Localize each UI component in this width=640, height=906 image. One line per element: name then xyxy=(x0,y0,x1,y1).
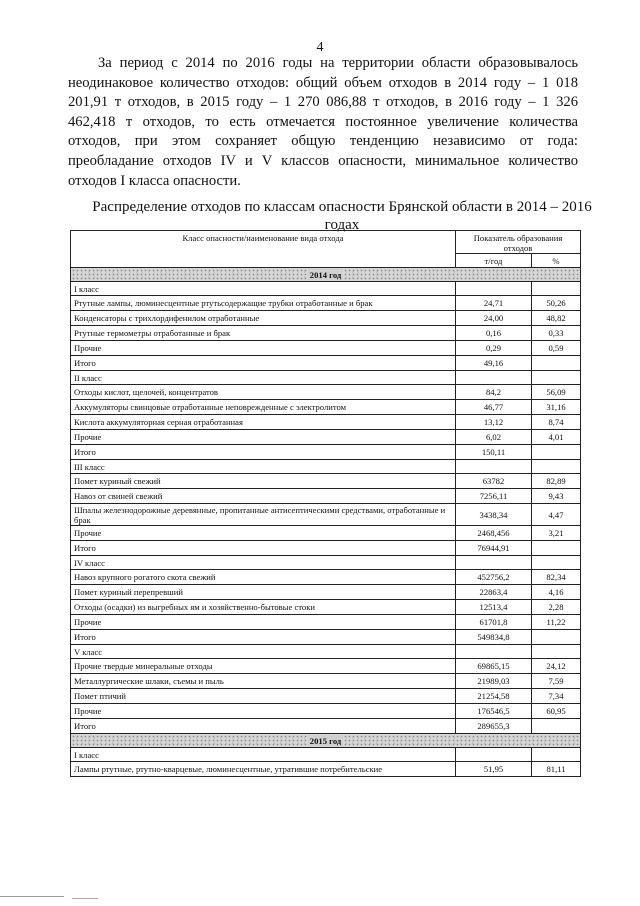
waste-name: Итого xyxy=(71,356,456,371)
waste-tons: 0,29 xyxy=(456,341,532,356)
table-row xyxy=(71,689,581,704)
table-body xyxy=(71,268,581,777)
waste-percent xyxy=(532,719,581,734)
waste-percent: 7,59 xyxy=(532,674,581,689)
table-row xyxy=(71,311,581,326)
waste-percent: 11,22 xyxy=(532,615,581,630)
year-label: 2015 год xyxy=(309,735,342,746)
section-empty-tons xyxy=(456,371,532,385)
waste-name: Ртутные термометры отработанные и брак xyxy=(71,326,456,341)
waste-percent: 0,59 xyxy=(532,341,581,356)
table-row xyxy=(71,719,581,734)
table-row xyxy=(71,600,581,615)
header-unit-tons: т/год xyxy=(456,254,532,268)
waste-percent: 81,11 xyxy=(532,762,581,777)
waste-tons: 76944,91 xyxy=(456,541,532,556)
waste-name: Прочие xyxy=(71,341,456,356)
section-label: I класс xyxy=(71,748,456,762)
section-label: IV класс xyxy=(71,556,456,570)
waste-tons: 84,2 xyxy=(456,385,532,400)
waste-name: Ртутные лампы, люминесцентные ртутьсодержащие трубки отработанные и брак xyxy=(71,296,456,311)
waste-tons: 6,02 xyxy=(456,430,532,445)
table-row xyxy=(71,341,581,356)
footer-rule-short xyxy=(72,898,98,899)
header-class: Класс опасности/наименование вида отхода xyxy=(71,231,456,268)
waste-percent: 82,89 xyxy=(532,474,581,489)
waste-name: Прочие xyxy=(71,430,456,445)
waste-name: Навоз от свиней свежий xyxy=(71,489,456,504)
section-empty-tons xyxy=(456,460,532,474)
waste-name: Конденсаторы с трихлордифенилом отработанные xyxy=(71,311,456,326)
waste-tons: 22863,4 xyxy=(456,585,532,600)
table-row xyxy=(71,615,581,630)
table-row xyxy=(71,430,581,445)
waste-name: Помет куриный перепревший xyxy=(71,585,456,600)
section-label: III класс xyxy=(71,460,456,474)
waste-table xyxy=(70,230,581,777)
waste-percent: 4,16 xyxy=(532,585,581,600)
table-row xyxy=(71,415,581,430)
waste-percent: 2,28 xyxy=(532,600,581,615)
waste-percent: 60,95 xyxy=(532,704,581,719)
section-empty-tons xyxy=(456,645,532,659)
waste-name: Металлургические шлаки, съемы и пыль xyxy=(71,674,456,689)
waste-percent: 82,34 xyxy=(532,570,581,585)
waste-tons: 21989,03 xyxy=(456,674,532,689)
table-row xyxy=(71,400,581,415)
waste-tons: 0,16 xyxy=(456,326,532,341)
table-row xyxy=(71,630,581,645)
waste-percent: 8,74 xyxy=(532,415,581,430)
table-row xyxy=(71,704,581,719)
section-label: I класс xyxy=(71,282,456,296)
table-row xyxy=(71,659,581,674)
section-row xyxy=(71,556,581,570)
table-row xyxy=(71,356,581,371)
table-row xyxy=(71,570,581,585)
table-row xyxy=(71,474,581,489)
waste-name: Итого xyxy=(71,719,456,734)
table-row xyxy=(71,489,581,504)
waste-name: Прочие твердые минеральные отходы xyxy=(71,659,456,674)
waste-name: Навоз крупного рогатого скота свежий xyxy=(71,570,456,585)
waste-tons: 549834,8 xyxy=(456,630,532,645)
waste-percent: 3,21 xyxy=(532,526,581,541)
intro-paragraph: За период с 2014 по 2016 годы на территории области образовывалось неодинаковое количество отходов: общий объем отходов в 2014 году – 1 018 201,91 т отходов, в 2015 году – 1 270 086,88 т отходов, в 2016 году – 1 326 462,418 т отходов, то есть отмечается постоянное увеличение количества отходов, при этом сохраняет общую тенденцию независимо от года: преобладание отходов IV и V классов опасности, минимальное количество отходов I класса опасности. xyxy=(68,55,578,189)
waste-name: Отходы (осадки) из выгребных ям и хозяйственно-бытовые стоки xyxy=(71,600,456,615)
year-cell xyxy=(71,734,581,748)
waste-name: Кислота аккумуляторная серная отработанная xyxy=(71,415,456,430)
waste-percent xyxy=(532,445,581,460)
waste-percent xyxy=(532,630,581,645)
waste-tons: 49,16 xyxy=(456,356,532,371)
waste-tons: 176546,5 xyxy=(456,704,532,719)
year-label: 2014 год xyxy=(309,269,342,280)
waste-tons: 69865,15 xyxy=(456,659,532,674)
waste-tons: 2468,456 xyxy=(456,526,532,541)
year-row xyxy=(71,268,581,282)
section-empty-pct xyxy=(532,460,581,474)
year-row xyxy=(71,734,581,748)
waste-tons: 24,00 xyxy=(456,311,532,326)
waste-name: Итого xyxy=(71,541,456,556)
waste-tons: 24,71 xyxy=(456,296,532,311)
waste-tons: 21254,58 xyxy=(456,689,532,704)
waste-percent: 4,01 xyxy=(532,430,581,445)
waste-name: Прочие xyxy=(71,704,456,719)
section-row xyxy=(71,371,581,385)
waste-name: Отходы кислот, щелочей, концентратов xyxy=(71,385,456,400)
waste-tons: 150,11 xyxy=(456,445,532,460)
section-empty-tons xyxy=(456,748,532,762)
table-row xyxy=(71,585,581,600)
waste-name: Итого xyxy=(71,445,456,460)
waste-name: Прочие xyxy=(71,526,456,541)
table-row xyxy=(71,526,581,541)
page-number: 4 xyxy=(316,40,324,55)
waste-percent: 4,47 xyxy=(532,504,581,526)
section-empty-tons xyxy=(456,282,532,296)
table-row xyxy=(71,674,581,689)
waste-tons: 63782 xyxy=(456,474,532,489)
waste-percent: 24,12 xyxy=(532,659,581,674)
waste-tons: 46,77 xyxy=(456,400,532,415)
header-indicator: Показатель образования отходов xyxy=(456,231,581,254)
waste-percent: 7,34 xyxy=(532,689,581,704)
waste-name: Аккумуляторы свинцовые отработанные неповрежденные с электролитом xyxy=(71,400,456,415)
section-empty-pct xyxy=(532,645,581,659)
waste-tons: 7256,11 xyxy=(456,489,532,504)
waste-tons: 61701,8 xyxy=(456,615,532,630)
waste-percent xyxy=(532,541,581,556)
table-title: Распределение отходов по классам опасности Брянской области в 2014 – 2016 годах xyxy=(92,199,592,233)
waste-name: Лампы ртутные, ртутно-кварцевые, люминесцентные, утратившие потребительские xyxy=(71,762,456,777)
section-empty-pct xyxy=(532,371,581,385)
section-label: V класс xyxy=(71,645,456,659)
waste-percent: 48,82 xyxy=(532,311,581,326)
waste-tons: 12513,4 xyxy=(456,600,532,615)
section-row xyxy=(71,645,581,659)
section-row xyxy=(71,460,581,474)
waste-name: Итого xyxy=(71,630,456,645)
table-row xyxy=(71,385,581,400)
section-row xyxy=(71,748,581,762)
table-row xyxy=(71,445,581,460)
waste-tons: 13,12 xyxy=(456,415,532,430)
waste-percent: 0,33 xyxy=(532,326,581,341)
table-row xyxy=(71,326,581,341)
table-row xyxy=(71,762,581,777)
section-empty-pct xyxy=(532,282,581,296)
header-unit-percent: % xyxy=(532,254,581,268)
section-row xyxy=(71,282,581,296)
waste-tons: 51,95 xyxy=(456,762,532,777)
waste-name: Помет птичий xyxy=(71,689,456,704)
waste-percent xyxy=(532,356,581,371)
section-label: II класс xyxy=(71,371,456,385)
section-empty-pct xyxy=(532,748,581,762)
waste-name: Шпалы железнодорожные деревянные, пропитанные антисептическими средствами, отработанные и брак xyxy=(71,504,456,526)
waste-percent: 56,09 xyxy=(532,385,581,400)
waste-tons: 3438,34 xyxy=(456,504,532,526)
waste-percent: 31,16 xyxy=(532,400,581,415)
waste-name: Помет куриный свежий xyxy=(71,474,456,489)
waste-tons: 452756,2 xyxy=(456,570,532,585)
section-empty-tons xyxy=(456,556,532,570)
waste-percent: 50,26 xyxy=(532,296,581,311)
year-cell xyxy=(71,268,581,282)
waste-tons: 289655,3 xyxy=(456,719,532,734)
section-empty-pct xyxy=(532,556,581,570)
table-row xyxy=(71,541,581,556)
waste-name: Прочие xyxy=(71,615,456,630)
table-row xyxy=(71,296,581,311)
waste-percent: 9,43 xyxy=(532,489,581,504)
table-row xyxy=(71,504,581,526)
